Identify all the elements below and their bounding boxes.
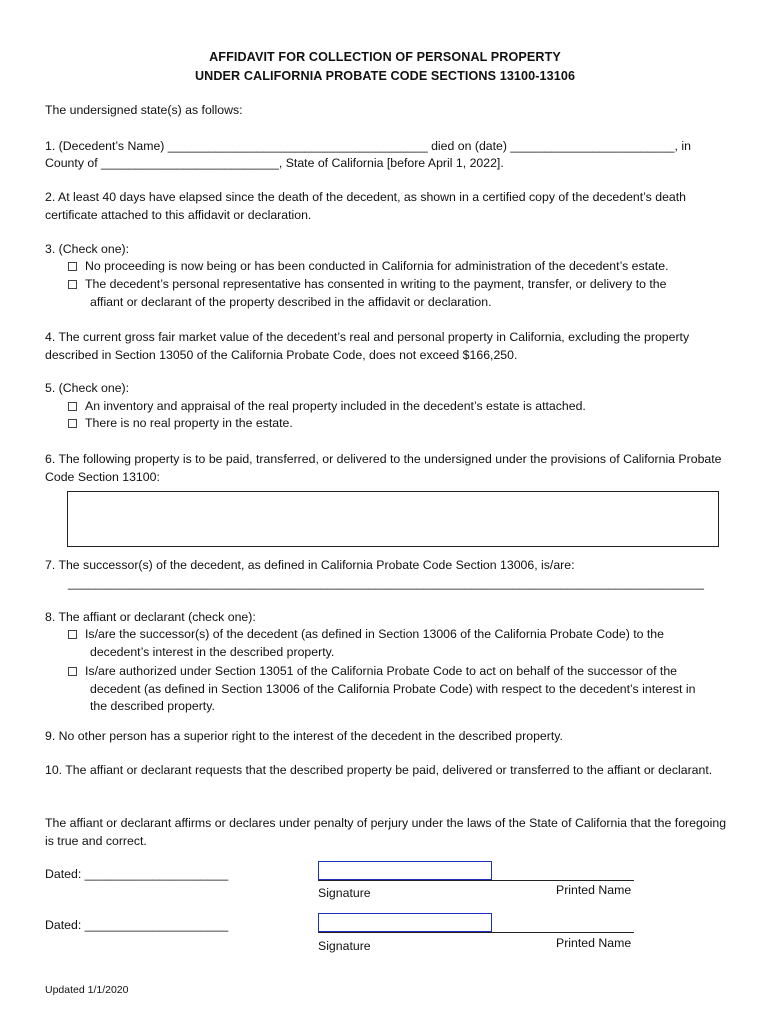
item3-heading: 3. (Check one): [45, 242, 130, 256]
item3-option1-checkbox[interactable] [68, 262, 77, 271]
dated-field-2[interactable]: Dated: _____________________ [45, 918, 229, 932]
item8-option1 [68, 626, 728, 661]
dated-field-1[interactable]: Dated: _____________________ [45, 867, 229, 881]
item10-text: 10. The affiant or declarant requests that the described property be paid, delivered or transferred to the affiant or declarant. [45, 763, 713, 777]
affirmation-text: The affiant or declarant affirms or declares under penalty of perjury under the laws of the State of California that the foregoing is true and correct. [45, 816, 727, 848]
item3-option2 [68, 276, 728, 311]
property-description-field[interactable] [67, 491, 719, 547]
signature-line-2 [318, 932, 634, 933]
signature-label-2: Signature [318, 939, 371, 953]
printed-name-label-1: Printed Name [556, 883, 632, 897]
item3-option2-label-a: The decedent’s personal representative has consented in writing to the payment, transfer, or delivery to the [85, 277, 667, 291]
item8-option2-label-c: the described property. [90, 699, 215, 713]
item5-option2-checkbox[interactable] [68, 419, 77, 428]
item5-option2-label: There is no real property in the estate. [85, 416, 293, 430]
item8-option1-label-a: Is/are the successor(s) of the decedent (as defined in Section 13006 of the California Probate Code) to the [85, 627, 664, 641]
item8-option2-label-a: Is/are authorized under Section 13051 of the California Probate Code to act on behalf of the successor of the [85, 664, 677, 678]
signature-label-1: Signature [318, 886, 371, 900]
item3-option1 [68, 258, 728, 276]
signature-line-1 [318, 880, 634, 881]
item5-option1 [68, 398, 728, 416]
signature-input-2[interactable] [318, 913, 492, 932]
item5-option1-label: An inventory and appraisal of the real property included in the decedent’s estate is attached. [85, 399, 586, 413]
item9-text: 9. No other person has a superior right to the interest of the decedent in the described property. [45, 729, 563, 743]
item7-line1: 7. The successor(s) of the decedent, as defined in California Probate Code Section 13006, is/are: [45, 558, 575, 572]
form-title-line1: AFFIDAVIT FOR COLLECTION OF PERSONAL PROPERTY [209, 50, 561, 64]
successors-field[interactable]: _____________________________________________________________________________________________ [68, 576, 705, 590]
item3-option2-checkbox[interactable] [68, 280, 77, 289]
item8-option2 [68, 663, 728, 716]
item6-text: 6. The following property is to be paid, transferred, or delivered to the undersigned under the provisions of California Probate Code Section 13100: [45, 452, 722, 484]
printed-name-label-2: Printed Name [556, 936, 632, 950]
item5-heading: 5. (Check one): [45, 381, 130, 395]
signature-input-1[interactable] [318, 861, 492, 880]
item8-option2-label-b: decedent (as defined in Section 13006 of the California Probate Code) with respect to the decedent’s interest in [90, 681, 696, 696]
item8-option1-checkbox[interactable] [68, 630, 77, 639]
item2-text: 2. At least 40 days have elapsed since the death of the decedent, as shown in a certified copy of the decedent’s death certificate attached to this affidavit or declaration. [45, 190, 687, 222]
footer-updated-date: Updated 1/1/2020 [45, 984, 129, 996]
item8-option2-checkbox[interactable] [68, 667, 77, 676]
item3-option2-label-b: affiant or declarant of the property described in the affidavit or declaration. [90, 294, 492, 309]
intro-text: The undersigned state(s) as follows: [45, 103, 243, 117]
item4-text: 4. The current gross fair market value of the decedent’s real and personal property in California, excluding the property described in Section 13050 of the California Probate Code, does not exceed $166,250. [45, 330, 690, 362]
item1-line2: County of __________________________, State of California [before April 1, 2022]. [45, 156, 504, 170]
item8-heading: 8. The affiant or declarant (check one): [45, 610, 256, 624]
form-title-line2: UNDER CALIFORNIA PROBATE CODE SECTIONS 13100-13106 [194, 69, 576, 83]
item5-option2 [68, 415, 728, 433]
item8-option1-label-b: decedent’s interest in the described property. [90, 644, 335, 659]
item5-option1-checkbox[interactable] [68, 402, 77, 411]
item1-line1: 1. (Decedent’s Name) ______________________________________ died on (date) ________________________, in [45, 139, 691, 153]
item3-option1-label: No proceeding is now being or has been conducted in California for administration of the decedent’s estate. [85, 259, 669, 273]
